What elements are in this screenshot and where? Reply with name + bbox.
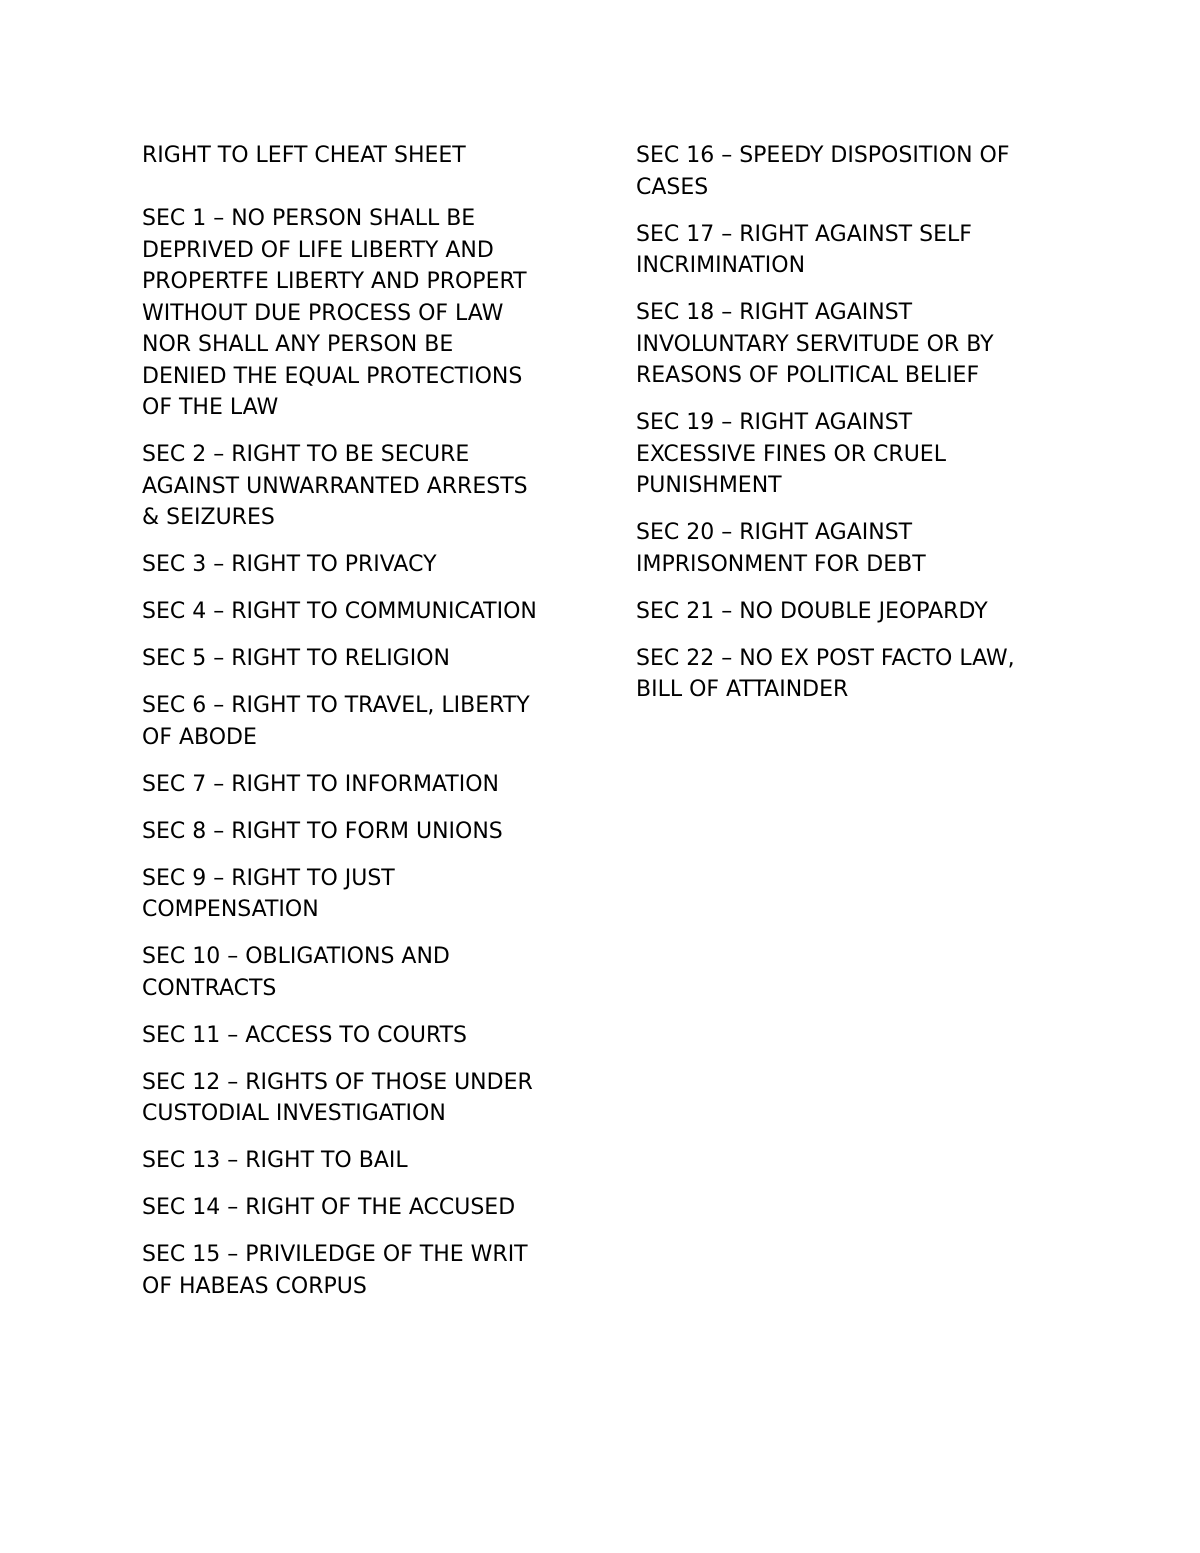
section-2: SEC 2 – RIGHT TO BE SECURE AGAINST UNWARRANTED ARRESTS & SEIZURES <box>142 442 528 530</box>
section-22: SEC 22 – NO EX POST FACTO LAW, BILL OF ATTAINDER <box>636 645 1015 702</box>
document-title: RIGHT TO LEFT CHEAT SHEET <box>142 143 466 168</box>
section-9: SEC 9 – RIGHT TO JUST COMPENSATION <box>142 865 395 922</box>
section-4: SEC 4 – RIGHT TO COMMUNICATION <box>142 599 537 624</box>
section-20: SEC 20 – RIGHT AGAINST IMPRISONMENT FOR DEBT <box>636 520 926 577</box>
section-8: SEC 8 – RIGHT TO FORM UNIONS <box>142 818 503 844</box>
right-column <box>636 140 1066 721</box>
section-16: SEC 16 – SPEEDY DISPOSITION OF CASES <box>636 143 1010 200</box>
section-10: SEC 10 – OBLIGATIONS AND CONTRACTS <box>142 944 450 1001</box>
section-6: SEC 6 – RIGHT TO TRAVEL, LIBERTY OF ABODE <box>142 693 530 750</box>
section-17: SEC 17 – RIGHT AGAINST SELF INCRIMINATION <box>636 221 972 278</box>
section-13: SEC 13 – RIGHT TO BAIL <box>142 1148 408 1173</box>
section-15: SEC 15 – PRIVILEDGE OF THE WRIT OF HABEAS CORPUS <box>142 1242 528 1299</box>
section-19: SEC 19 – RIGHT AGAINST EXCESSIVE FINES OR CRUEL PUNISHMENT <box>636 410 946 498</box>
section-18: SEC 18 – RIGHT AGAINST INVOLUNTARY SERVITUDE OR BY REASONS OF POLITICAL BELIEF <box>636 300 994 388</box>
left-column <box>142 140 582 1318</box>
section-12: SEC 12 – RIGHTS OF THOSE UNDER CUSTODIAL INVESTIGATION <box>142 1069 533 1126</box>
section-5: SEC 5 – RIGHT TO RELIGION <box>142 646 450 671</box>
section-14: SEC 14 – RIGHT OF THE ACCUSED <box>142 1195 516 1220</box>
section-1: SEC 1 – NO PERSON SHALL BE DEPRIVED OF LIFE LIBERTY AND PROPERTFE LIBERTY AND PROPERT WITHOUT DUE PROCESS OF LAW NOR SHALL ANY PERSON BE DENIED THE EQUAL PROTECTIONS OF THE LAW <box>142 206 527 420</box>
section-21: SEC 21 – NO DOUBLE JEOPARDY <box>636 598 988 624</box>
section-11: SEC 11 – ACCESS TO COURTS <box>142 1022 468 1048</box>
section-3: SEC 3 – RIGHT TO PRIVACY <box>142 552 437 577</box>
section-7: SEC 7 – RIGHT TO INFORMATION <box>142 771 499 797</box>
